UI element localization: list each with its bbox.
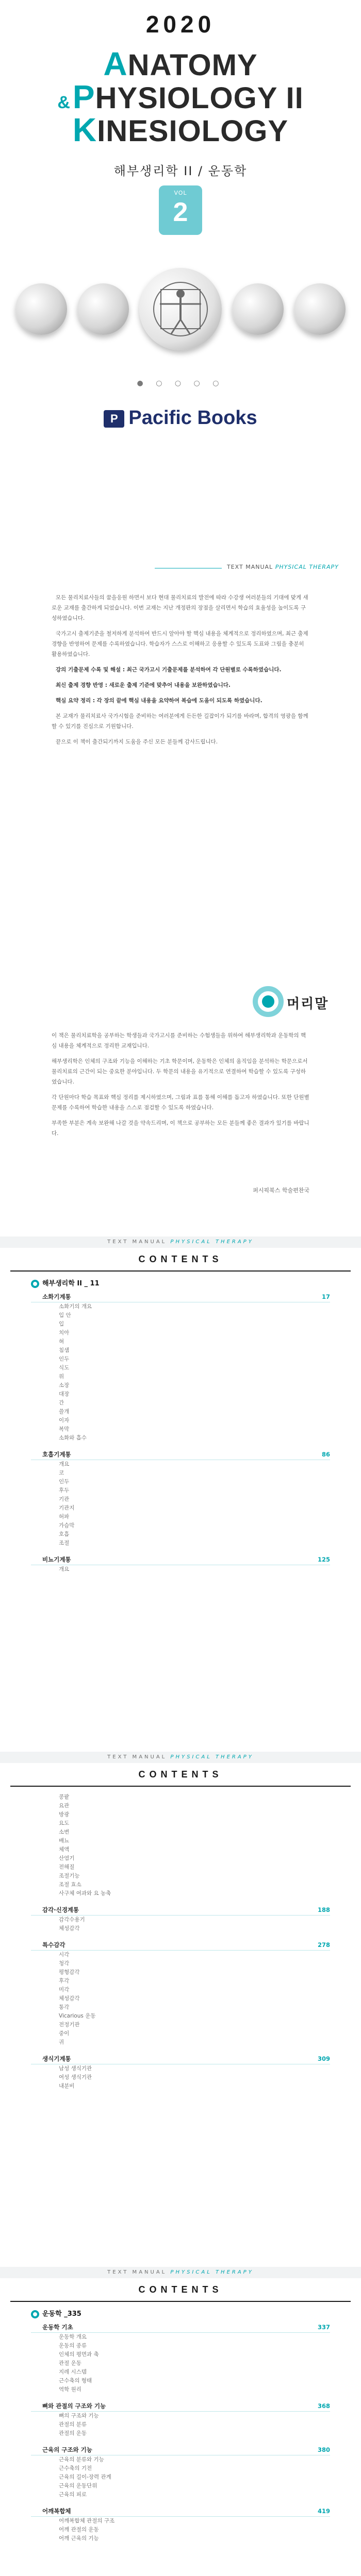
contents-item: 관절의 분류 — [59, 2421, 87, 2428]
contents-block — [31, 1278, 330, 1721]
contents-item: 조절 — [59, 1540, 70, 1546]
contents-item: 체성감각 — [59, 1995, 80, 2002]
strip-label-italic: PHYSICAL THERAPY — [170, 1239, 254, 1245]
contents-chapter — [31, 2321, 330, 2333]
contents-item: 산염기 — [59, 1855, 75, 1861]
contents-item: 여성 생식기관 — [59, 2074, 92, 2080]
chapter-page: 337 — [317, 2324, 330, 2331]
chapter-page: 419 — [317, 2507, 330, 2515]
part-marker-icon — [31, 1280, 39, 1288]
contents-rule — [10, 1786, 351, 1787]
contents-item: 운동학 개요 — [59, 2334, 87, 2340]
foreword-page — [0, 1025, 361, 1231]
contents-item: 간 — [59, 1400, 64, 1406]
contents-item: 위 — [59, 1374, 64, 1380]
contents-item: 체성감각 — [59, 1925, 80, 1931]
contents-item: 근수축의 형태 — [59, 2378, 92, 2384]
contents-chapter — [31, 2444, 330, 2455]
contents-item: 내분비 — [59, 2083, 75, 2089]
preface-bold-item: 핵심 요약 정리 : 각 장의 끝에 핵심 내용을 요약하여 복습에 도움이 되도록 하였습니다. — [56, 698, 262, 704]
contents-item: 인두 — [59, 1479, 70, 1485]
contents-item: Vicarious 운동 — [59, 2013, 96, 2019]
contents-item: 후두 — [59, 1487, 70, 1494]
anatomy-ball-icon — [294, 283, 346, 335]
chapter-title: 소화기계통 — [42, 1293, 71, 1300]
contents-item: 쓸개 — [59, 1409, 70, 1415]
chapter-page: 17 — [321, 1293, 330, 1300]
contents-item: 뼈의 구조와 기능 — [59, 2413, 99, 2419]
contents-item: 치아 — [59, 1330, 70, 1336]
contents-chapter — [31, 1554, 330, 1565]
volume-badge — [159, 185, 202, 235]
contents-item: 코 — [59, 1470, 64, 1476]
contents-item: 귀 — [59, 2039, 64, 2045]
contents-item: 체액 — [59, 1846, 70, 1853]
chapter-page: 188 — [317, 1906, 330, 1913]
contents-item: 어깨 관절의 운동 — [59, 2527, 99, 2533]
contents-item: 근수축의 기전 — [59, 2465, 92, 2471]
contents-item: 평형감각 — [59, 1969, 80, 1975]
contents-gap — [31, 2047, 330, 2053]
contents-chapter — [31, 1904, 330, 1916]
contents-gap — [31, 2091, 330, 2097]
contents-chapter — [31, 1291, 330, 1302]
contents-gap — [31, 1898, 330, 1904]
contents-part — [31, 2308, 330, 2321]
chapter-title: 감각·신경계통 — [42, 1906, 79, 1913]
volume-number: 2 — [173, 197, 188, 227]
contents-gap — [31, 2394, 330, 2400]
contents-item: 호흡 — [59, 1531, 70, 1537]
contents-chapter — [31, 1449, 330, 1460]
cover-year: 2020 — [145, 11, 216, 38]
contents-item: 근육의 분류와 기능 — [59, 2456, 104, 2463]
contents-block — [31, 1793, 330, 2236]
foreword-paragraph: 해부생리학은 인체의 구조와 기능을 이해하는 기초 학문이며, 운동학은 인체의 움직임을 분석하는 학문으로서 물리치료의 근간이 되는 중요한 분야입니다. 두 학문의 내용을 유기적으로 연결하여 학습할 수 있도록 구성하였습니다. — [52, 1058, 308, 1085]
chapter-page: 380 — [317, 2446, 330, 2453]
contents-item: 근육의 운동단위 — [59, 2483, 97, 2489]
foreword-heading — [253, 981, 356, 1022]
contents-item: 인체의 평면과 축 — [59, 2351, 99, 2358]
contents-item: 배뇨 — [59, 1838, 70, 1844]
chapter-title: 운동학 기초 — [42, 2324, 73, 2331]
contents-item: 관절의 운동 — [59, 2430, 87, 2436]
contents-item: 요도 — [59, 1820, 70, 1826]
anatomy-ball-icon — [77, 283, 129, 335]
contents-item: 근육의 피로 — [59, 2492, 87, 2498]
part-title: 해부생리학 II _ 11 — [42, 1280, 100, 1287]
contents-gap — [31, 2543, 330, 2549]
strip-label-italic: PHYSICAL THERAPY — [170, 1754, 254, 1760]
strip-label: TEXT MANUAL — [107, 1239, 171, 1245]
contents-item: 가슴막 — [59, 1522, 75, 1529]
chapter-title: 호흡기계통 — [42, 1451, 71, 1458]
contents-item: 미각 — [59, 1987, 70, 1993]
contents-chapter — [31, 2400, 330, 2412]
anatomy-ball-icon — [15, 283, 67, 335]
contents-item: 침샘 — [59, 1347, 70, 1353]
publisher-mark: P — [104, 410, 124, 428]
contents-item: 조절 효소 — [59, 1882, 81, 1888]
preface-closing: 끝으로 이 책이 출간되기까지 도움을 주신 모든 분들께 감사드립니다. — [56, 739, 218, 745]
contents-item: 대장 — [59, 1391, 70, 1397]
contents-chapter — [31, 1939, 330, 1951]
contents-part — [31, 1278, 330, 1291]
contents-rule — [10, 2301, 351, 2302]
contents-item: 기관 — [59, 1496, 70, 1502]
contents-item: 기관지 — [59, 1505, 75, 1511]
contents-item: 소화와 흡수 — [59, 1435, 87, 1441]
contents-item: 중이 — [59, 2030, 70, 2037]
preface-body — [52, 592, 309, 752]
foreword-paragraph: 각 단원마다 학습 목표와 핵심 정리를 제시하였으며, 그림과 표를 통해 이해를 돕고자 하였습니다. 또한 단원별 문제를 수록하여 학습한 내용을 스스로 점검할 수 있도록 하였습니다. — [52, 1094, 309, 1111]
contents-item: 복막 — [59, 1426, 70, 1432]
foreword-body — [52, 1030, 309, 1144]
contents-item: 입 — [59, 1321, 64, 1327]
section-strip — [0, 1236, 361, 1248]
contents-gap — [31, 1933, 330, 1939]
contents-item: 소변 — [59, 1829, 70, 1835]
contents-item: 소화기의 개요 — [59, 1303, 92, 1310]
contents-gap — [31, 1548, 330, 1554]
contents-item: 입 안 — [59, 1312, 71, 1318]
part-title: 운동학 _335 — [42, 2310, 81, 2318]
contents-item: 개요 — [59, 1461, 70, 1467]
contents-item: 관절 운동 — [59, 2360, 81, 2366]
contents-item: 통각 — [59, 2004, 70, 2010]
contents-item: 운동의 종류 — [59, 2343, 87, 2349]
contents-title: CONTENTS — [138, 1769, 223, 1780]
preface-bold-item: 강의 기출문제 수록 및 해설 : 최근 국가고시 기출문제를 분석하여 각 단원별로 수록하였습니다. — [56, 667, 282, 673]
contents-chapter — [31, 2505, 330, 2517]
contents-gap — [31, 2438, 330, 2444]
title-cap-a: A — [103, 45, 128, 82]
cover-illustration-row — [0, 258, 361, 361]
contents-gap — [31, 1574, 330, 1580]
strip-label: TEXT MANUAL — [107, 2269, 171, 2275]
contents-item: 콩팥 — [59, 1794, 70, 1800]
contents-block — [31, 2308, 330, 2576]
contents-item: 시각 — [59, 1952, 70, 1958]
section-strip — [0, 1752, 361, 1763]
preface-paragraph: 국가고시 출제기준을 철저하게 분석하여 반드시 알아야 할 핵심 내용을 체계적으로 정리하였으며, 최근 출제 경향을 반영하여 문제를 수록하였습니다. 학습자가 스스로 이해하고 응용할 수 있도록 도표와 그림을 충분히 활용하였습니다. — [52, 631, 308, 657]
foreword-paragraph: 이 책은 물리치료학을 공부하는 학생들과 국가고시를 준비하는 수험생들을 위하여 해부생리학과 운동학의 핵심 내용을 체계적으로 정리한 교재입니다. — [52, 1032, 306, 1049]
page-header — [155, 561, 351, 576]
contents-item: 감각수용기 — [59, 1917, 85, 1923]
preface-page — [0, 556, 361, 969]
title-cap-p: P — [72, 78, 95, 115]
dot-icon — [262, 995, 274, 1008]
contents-item: 허파 — [59, 1514, 70, 1520]
title-line-physiology: HYSIOLOGY II — [95, 81, 304, 115]
title-cap-k: K — [72, 111, 97, 148]
contents-item: 역학 원리 — [59, 2386, 81, 2393]
chapter-title: 근육의 구조와 기능 — [42, 2446, 92, 2453]
contents-item: 개요 — [59, 1566, 70, 1572]
contents-item: 소장 — [59, 1382, 70, 1388]
chapter-title: 어깨복합체 — [42, 2507, 71, 2515]
preface-paragraph: 모든 물리치료사들의 꿈을응원 하면서 보다 현대 물리치료의 발전에 따라 수강생 여러분들의 기대에 맞게 새로운 교재를 출간하게 되었습니다. 이번 교재는 지난 개정판의 장점을 살리면서 학습의 효율성을 높이도록 구성하였습니다. — [52, 595, 308, 621]
publisher-logo — [0, 407, 361, 429]
carousel-dots: ● ○ ○ ○ ○ — [137, 379, 224, 387]
section-strip — [0, 2267, 361, 2278]
chapter-page: 309 — [317, 2055, 330, 2062]
chapter-title: 특수감각 — [42, 1941, 65, 1948]
contents-item: 요관 — [59, 1803, 70, 1809]
contents-item: 인두 — [59, 1356, 70, 1362]
foreword-paragraph: 부족한 부분은 계속 보완해 나갈 것을 약속드리며, 이 책으로 공부하는 모든 분들께 좋은 결과가 있기를 바랍니다. — [52, 1120, 309, 1137]
cover-subtitle: 해부생리학 II / 운동학 — [113, 164, 248, 178]
title-line-anatomy: NATOMY — [127, 48, 258, 82]
chapter-page: 125 — [317, 1556, 330, 1563]
contents-item: 후각 — [59, 1978, 70, 1984]
vitruvian-ball-icon — [139, 268, 222, 350]
contents-item: 혀 — [59, 1338, 64, 1345]
contents-item: 사구체 여과와 요 농축 — [59, 1890, 111, 1896]
anatomy-ball-icon — [232, 283, 284, 335]
title-line-kinesiology: INESIOLOGY — [97, 114, 289, 148]
preface-paragraph: 본 교재가 물리치료사 국가시험을 준비하는 여러분에게 든든한 길잡이가 되기를 바라며, 합격의 영광을 함께할 수 있기를 진심으로 기원합니다. — [52, 713, 308, 730]
preface-bold-item: 최신 출제 경향 반영 : 새로운 출제 기준에 맞추어 내용을 보완하였습니다. — [56, 682, 231, 688]
contents-item: 전해질 — [59, 1864, 75, 1870]
contents-item: 이자 — [59, 1417, 70, 1423]
title-ampersand: & — [57, 93, 71, 112]
publisher-name: Pacific Books — [128, 407, 257, 429]
contents-rule — [10, 1270, 351, 1272]
chapter-title: 뼈와 관절의 구조와 기능 — [42, 2402, 106, 2410]
contents-gap — [31, 2499, 330, 2505]
chapter-title: 비뇨기계통 — [42, 1556, 71, 1563]
chapter-page: 368 — [317, 2402, 330, 2410]
chapter-page: 86 — [321, 1451, 330, 1458]
part-marker-icon — [31, 2310, 39, 2318]
book-cover — [0, 0, 361, 536]
contents-item: 지레 시스템 — [59, 2369, 87, 2375]
contents-chapter — [31, 2053, 330, 2064]
strip-label-italic: PHYSICAL THERAPY — [170, 2269, 254, 2275]
contents-item: 남성 생식기관 — [59, 2065, 92, 2072]
volume-label: VOL — [174, 190, 187, 196]
foreword-signature: 퍼시픽북스 학술편찬국 — [253, 1187, 309, 1194]
contents-item: 근육의 길이-장력 관계 — [59, 2474, 111, 2480]
chapter-title: 생식기계통 — [42, 2055, 71, 2062]
contents-item: 방광 — [59, 1811, 70, 1818]
header-label-italic: PHYSICAL THERAPY — [275, 564, 339, 570]
contents-item: 어깨복합체 관절의 구조 — [59, 2518, 115, 2524]
contents-title: CONTENTS — [138, 2284, 223, 2295]
foreword-title: 머리말 — [287, 996, 329, 1012]
contents-title: CONTENTS — [138, 1254, 223, 1264]
contents-item: 전정기관 — [59, 2022, 80, 2028]
header-label: TEXT MANUAL — [227, 564, 275, 570]
cover-title — [0, 47, 361, 146]
contents-item: 식도 — [59, 1365, 70, 1371]
contents-item: 어깨 근육의 기능 — [59, 2535, 99, 2541]
contents-item: 조절기능 — [59, 1873, 80, 1879]
contents-item: 청각 — [59, 1960, 70, 1967]
strip-label: TEXT MANUAL — [107, 1754, 171, 1760]
chapter-page: 278 — [317, 1941, 330, 1948]
contents-gap — [31, 1443, 330, 1449]
